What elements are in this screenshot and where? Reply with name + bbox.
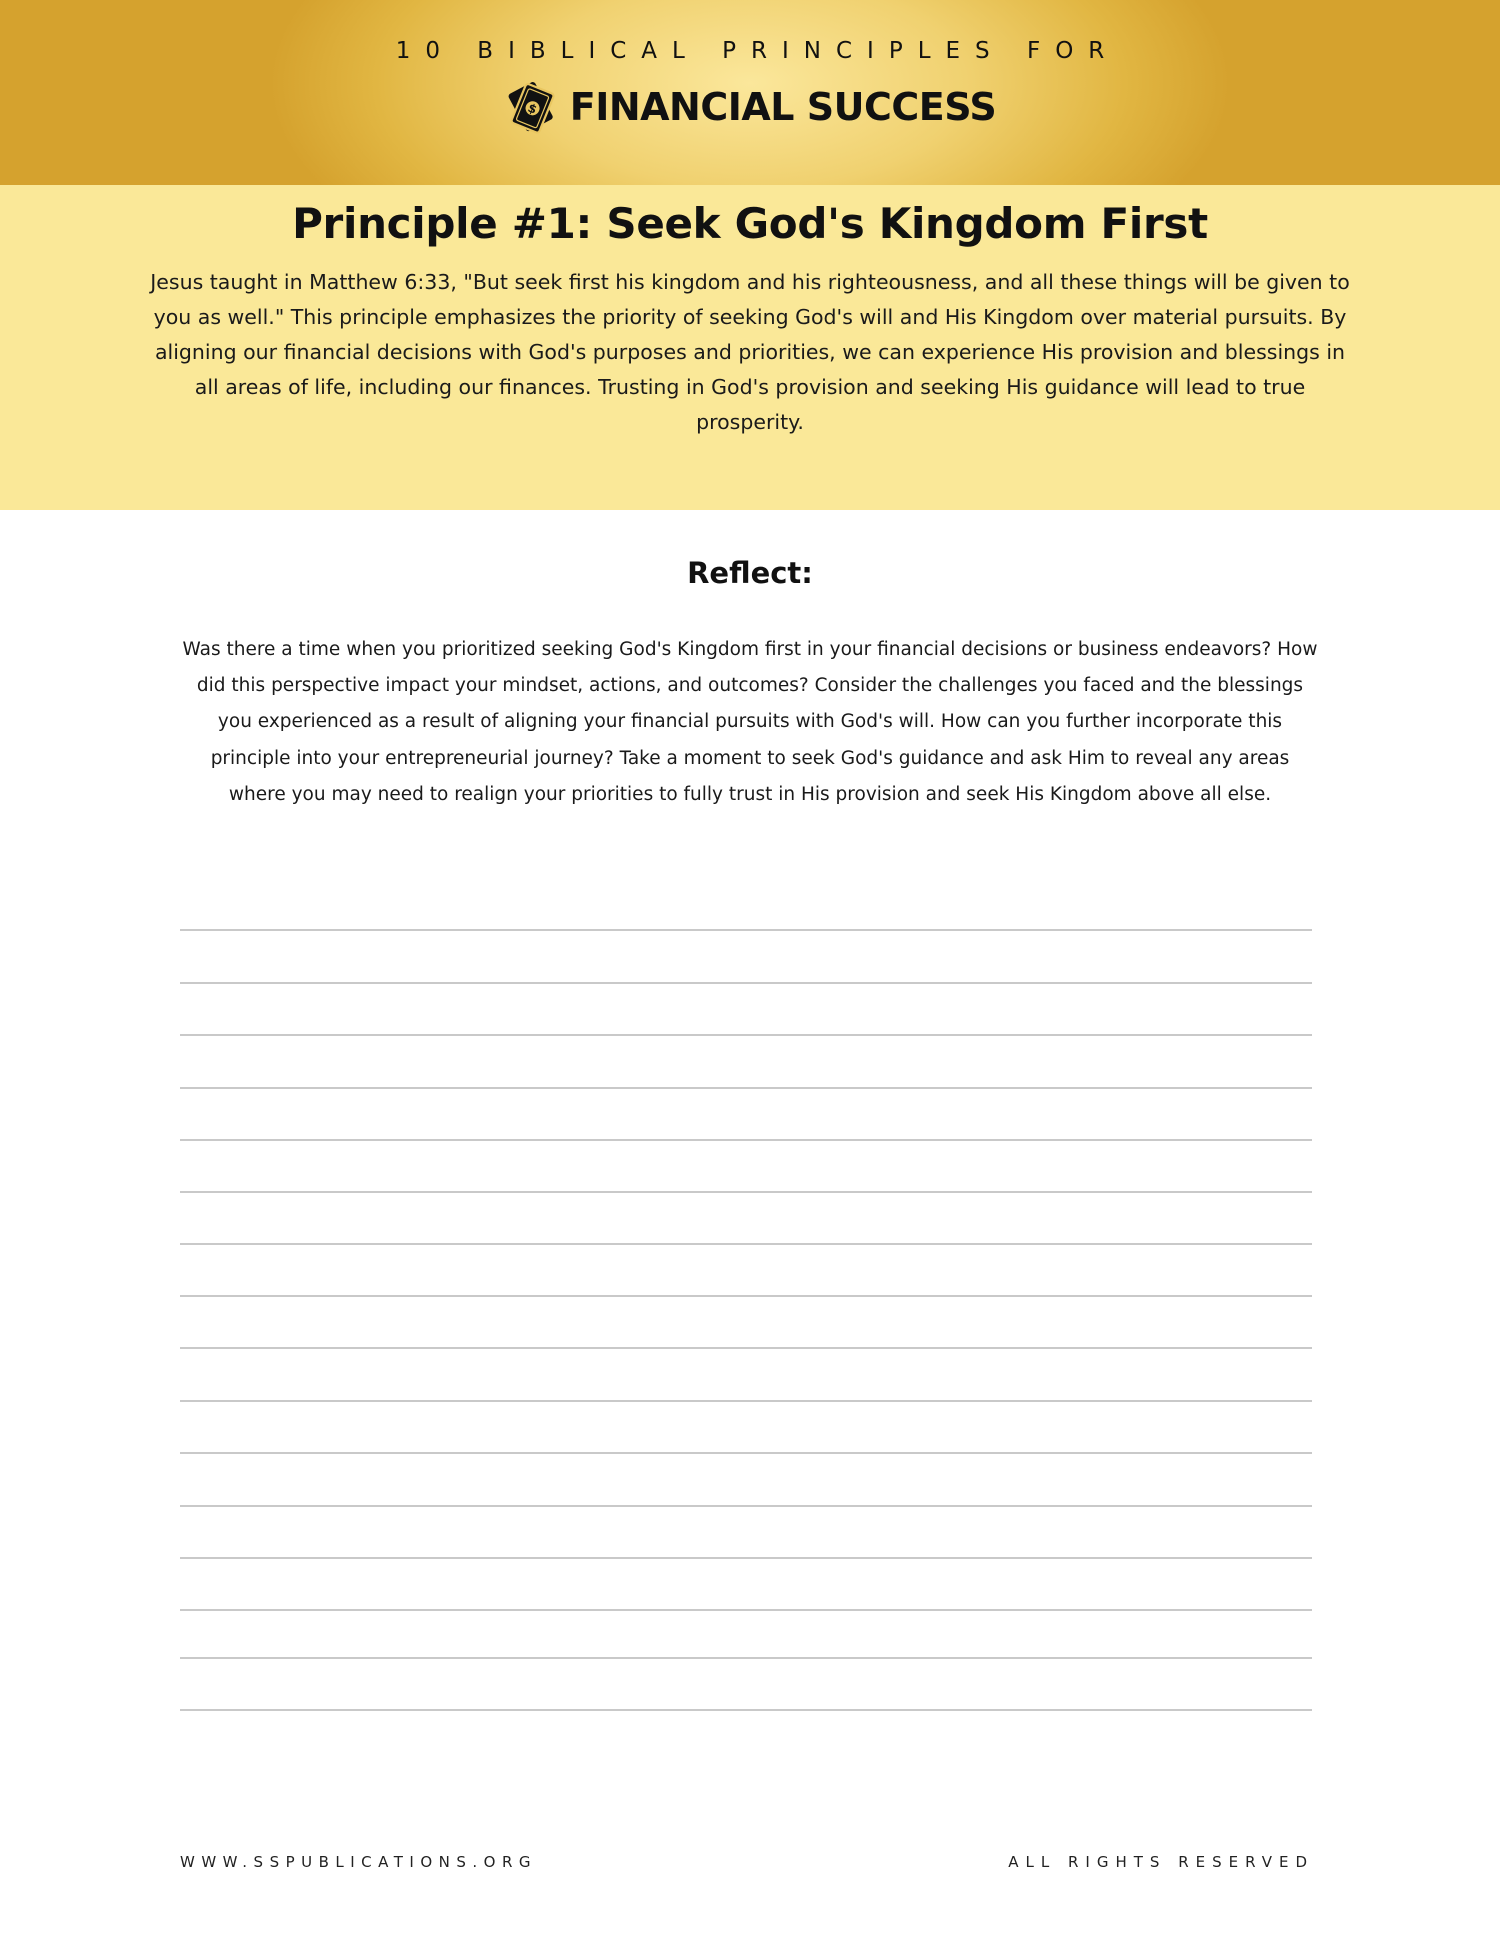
brand-title: FINANCIAL SUCCESS xyxy=(569,85,997,129)
footer-rights: ALL RIGHTS RESERVED xyxy=(1008,1853,1314,1871)
svg-text:$: $ xyxy=(525,100,539,117)
writing-line[interactable] xyxy=(180,1243,1312,1245)
writing-line[interactable] xyxy=(180,1709,1312,1711)
writing-line[interactable] xyxy=(180,1452,1312,1454)
writing-line[interactable] xyxy=(180,1657,1312,1659)
writing-line[interactable] xyxy=(180,1400,1312,1402)
writing-line[interactable] xyxy=(180,1609,1312,1611)
writing-line[interactable] xyxy=(180,1347,1312,1349)
writing-line[interactable] xyxy=(180,929,1312,931)
writing-line[interactable] xyxy=(180,1557,1312,1559)
writing-line[interactable] xyxy=(180,1087,1312,1089)
writing-line[interactable] xyxy=(180,1505,1312,1507)
writing-line[interactable] xyxy=(180,1295,1312,1297)
header-kicker: 10 BIBLICAL PRINCIPLES FOR xyxy=(395,38,1120,64)
footer-website: WWW.SSPUBLICATIONS.ORG xyxy=(180,1853,538,1871)
writing-line[interactable] xyxy=(180,1139,1312,1141)
reflect-prompt: Was there a time when you prioritized seeking God's Kingdom first in your financial decisions or business endeavors? How did this perspective impact your mindset, actions, and outcomes? Consider the challenges you faced and the blessings you experienced as a result of aligning your financial pursuits with God's will. How can you further incorporate this principle into your entrepreneurial journey? Take a moment to seek God's guidance and ask Him to reveal any areas where you may need to realign your priorities to fully trust in His provision and seek His Kingdom above all else. xyxy=(182,639,1318,805)
principle-body: Jesus taught in Matthew 6:33, "But seek first his kingdom and his righteousness, and all these things will be given to you as well." This principle emphasizes the priority of seeking God's will and His Kingdom over material pursuits. By aligning our financial decisions with God's purposes and priorities, we can experience His provision and blessings in all areas of life, including our finances. Trusting in God's provision and seeking His guidance will lead to true prosperity. xyxy=(150,270,1350,434)
principle-title: Principle #1: Seek God's Kingdom First xyxy=(292,199,1208,248)
writing-lines[interactable] xyxy=(180,0,1312,1941)
writing-line[interactable] xyxy=(180,1191,1312,1193)
writing-line[interactable] xyxy=(180,982,1312,984)
reflect-heading: Reflect: xyxy=(687,556,813,590)
writing-line[interactable] xyxy=(180,1034,1312,1036)
